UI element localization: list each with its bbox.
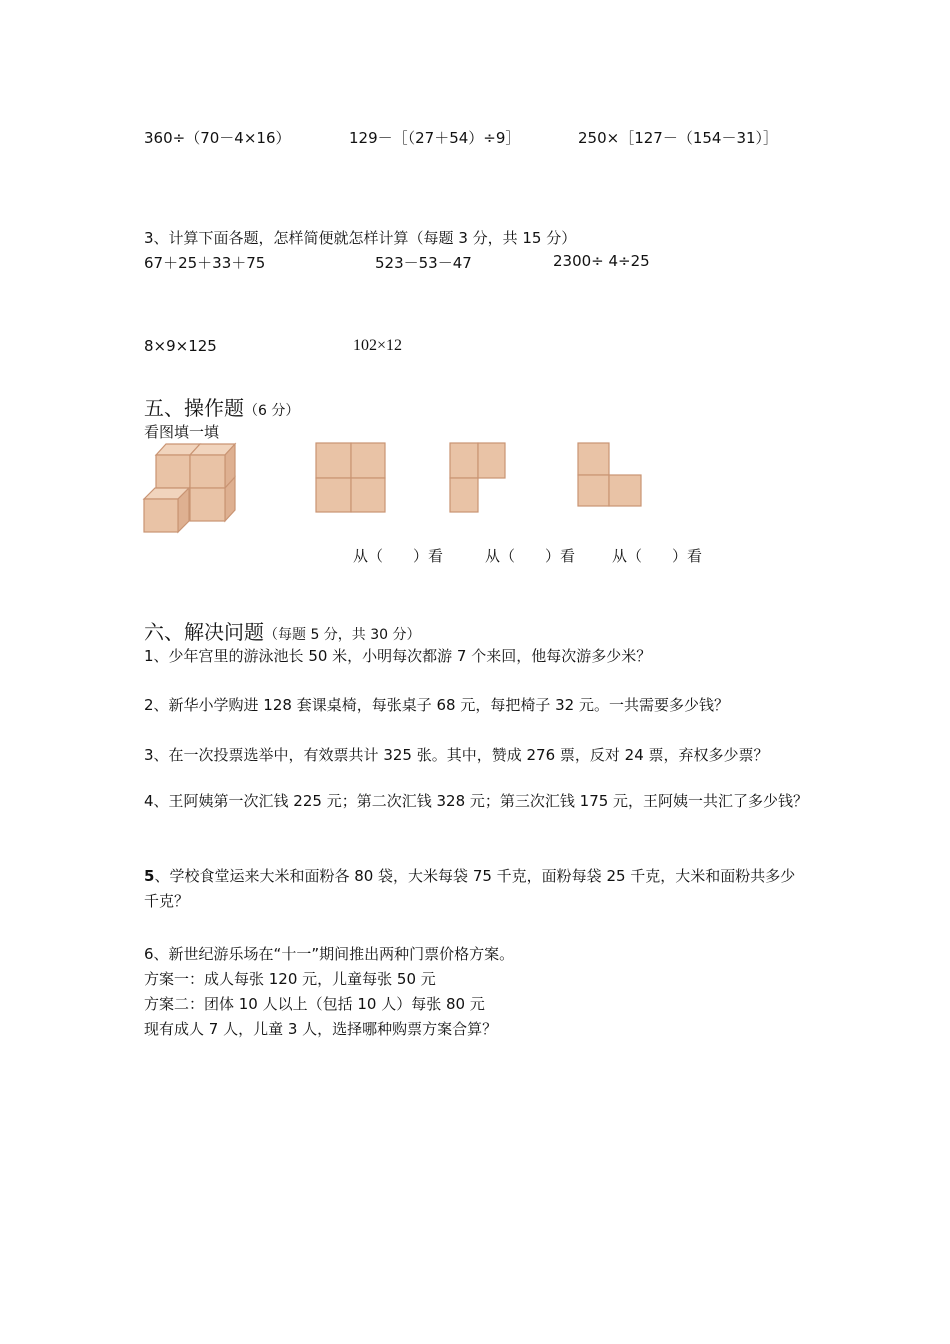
view-figure-3 bbox=[577, 442, 643, 508]
q3-expression-1: 67＋25＋33＋75 bbox=[144, 254, 266, 272]
expression-1: 360÷（70－4×16） bbox=[144, 129, 291, 147]
section-6-title: 六、解决问题 bbox=[144, 620, 264, 644]
expression-3: 250×［127－（154－31）］ bbox=[578, 129, 779, 147]
cube-face bbox=[156, 455, 190, 488]
q3-heading: 3、计算下面各题，怎样简便就怎样计算（每题 3 分，共 15 分） bbox=[144, 229, 577, 247]
q3-expression-2: 523－53－47 bbox=[375, 254, 472, 272]
q3-expression-4: 8×9×125 bbox=[144, 337, 217, 355]
section-5-subtitle: 看图填一填 bbox=[144, 423, 220, 441]
section-6-note: （每题 5 分，共 30 分） bbox=[264, 627, 421, 643]
q3-expression-3: 2300÷ 4÷25 bbox=[553, 252, 650, 270]
view-label-2: 从（ ）看 bbox=[485, 547, 576, 565]
cube-face bbox=[190, 455, 225, 488]
expression-2: 129－［（27＋54）÷9］ bbox=[349, 129, 521, 147]
problem-5-number: 5 bbox=[144, 867, 155, 885]
problem-6-plan-2: 方案二：团体 10 人以上（包括 10 人）每张 80 元 bbox=[144, 995, 485, 1013]
section-5-note: （6 分） bbox=[244, 403, 300, 419]
view-label-1: 从（ ）看 bbox=[353, 547, 444, 565]
q3-expression-5: 102×12 bbox=[353, 337, 403, 354]
problem-6-plan-1: 方案一：成人每张 120 元，儿童每张 50 元 bbox=[144, 970, 436, 988]
problem-5-text: 、学校食堂运来大米和面粉各 80 袋，大米每袋 75 千克，面粉每袋 25 千克，大米和面粉共多少千克？ bbox=[144, 867, 796, 910]
view-figure-1 bbox=[315, 442, 387, 514]
section-6-heading bbox=[144, 616, 421, 645]
section-5-heading bbox=[144, 392, 299, 421]
problem-4: 4、王阿姨第一次汇钱 225 元；第二次汇钱 328 元；第三次汇钱 175 元，王阿姨一共汇了多少钱？ bbox=[144, 792, 809, 810]
section-5-title: 五、操作题 bbox=[144, 396, 244, 420]
problem-3: 3、在一次投票选举中，有效票共计 325 张。其中，赞成 276 票，反对 24 票，弃权多少票？ bbox=[144, 746, 769, 764]
problem-1: 1、少年宫里的游泳池长 50 米，小明每次都游 7 个来回，他每次游多少米？ bbox=[144, 647, 652, 665]
cube-stack-figure bbox=[140, 440, 240, 536]
view-label-3: 从（ ）看 bbox=[612, 547, 703, 565]
problem-2: 2、新华小学购进 128 套课桌椅，每张桌子 68 元，每把椅子 32 元。一共需要多少钱？ bbox=[144, 696, 729, 714]
cube-face bbox=[190, 488, 225, 521]
view-figure-2 bbox=[449, 442, 507, 514]
problem-6-question: 现有成人 7 人，儿童 3 人，选择哪种购票方案合算？ bbox=[144, 1020, 498, 1038]
cube-face bbox=[144, 499, 178, 532]
problem-5 bbox=[144, 864, 809, 914]
problem-6: 6、新世纪游乐场在“十一”期间推出两种门票价格方案。 bbox=[144, 945, 515, 963]
